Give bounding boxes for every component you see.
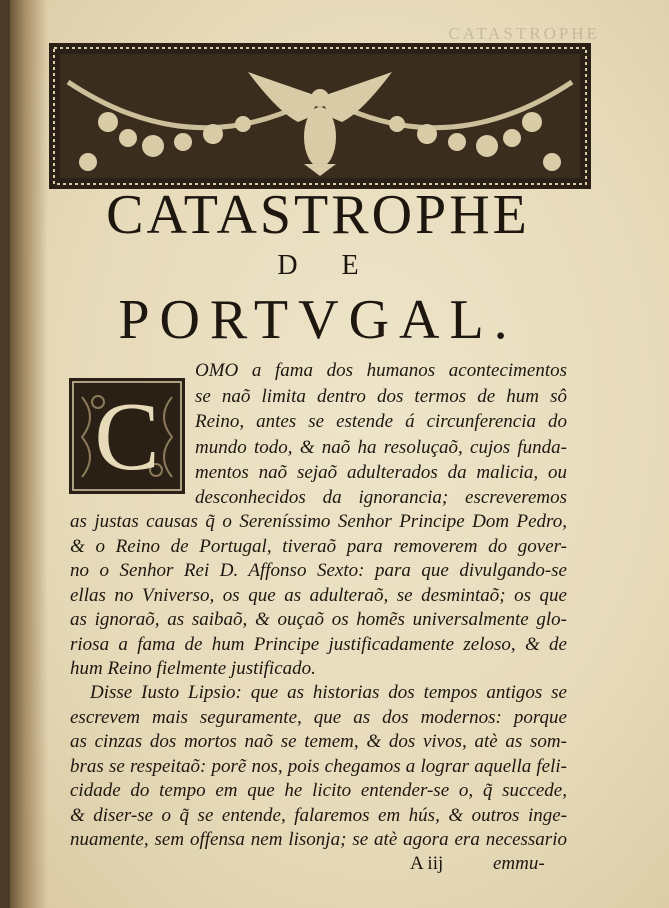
text-line: hum Reino fielmente justificado.: [70, 658, 316, 679]
text-line: OMO a fama dos humanos acontecimentos: [195, 360, 567, 381]
signature-mark: A iij: [410, 853, 444, 874]
text-line: no o Senhor Rei D. Affonso Sexto: para que divulgando-se: [70, 560, 567, 581]
text-line: desconhecidos da ignorancia; escreveremos: [195, 487, 567, 508]
title-portugal: PORTVGAL.: [118, 289, 518, 351]
text-line: mentos naõ sejaõ adulterados da malicia, ou: [195, 462, 567, 483]
text-line: escrevem mais seguramente, que as dos modernos: porque: [70, 707, 567, 728]
title-de: DE: [277, 250, 403, 281]
text-line: & o Reino de Portugal, tiveraõ para removerem do gover-: [70, 536, 567, 557]
text-line: ellas no Vniverso, os que as adulteraõ, se desmintaõ; os que: [70, 585, 567, 606]
text-line: Disse Iusto Lipsio: que as historias dos tempos antigos se: [90, 682, 567, 703]
text-line: Reino, antes se estende á circunferencia do: [195, 411, 567, 432]
dropcap-ornament: [68, 377, 186, 495]
text-line: as ignoraõ, as saibaõ, & ouçaõ os homẽs universalmente glo-: [70, 609, 567, 630]
title-catastrophe: CATASTROPHE: [106, 184, 530, 246]
dropcap-letter: C: [94, 383, 160, 491]
page-gutter: [10, 0, 48, 908]
text-line: as cinzas dos mortos naõ se temem, & dos vivos, atè as som-: [70, 731, 567, 752]
text-line: se naõ limita dentro dos termos de hum sô: [195, 386, 567, 407]
text-line: mundo todo, & naõ ha resoluçaõ, cujos funda-: [195, 437, 567, 458]
bleed-through-header: CATASTROPHE: [448, 24, 600, 43]
text-line: & diser-se o q̃ se entende, falaremos em hús, & outros inge-: [70, 805, 567, 826]
book-page: [10, 0, 669, 908]
text-line: riosa a fama de hum Principe justificadamente zeloso, & de: [70, 634, 567, 655]
catchword: emmu-: [493, 853, 545, 874]
text-line: nuamente, sem offensa nem lisonja; se atè agora era necessario: [70, 829, 567, 850]
text-line: bras se respeitaõ: porẽ nos, pois chegamos a lograr aquella feli-: [70, 756, 567, 777]
headpiece-ornament: [48, 42, 592, 190]
text-line: cidade do tempo em que he licito entender-se o, q̃ succede,: [70, 780, 567, 801]
text-line: as justas causas q̃ o Sereníssimo Senhor Principe Dom Pedro,: [70, 511, 567, 532]
